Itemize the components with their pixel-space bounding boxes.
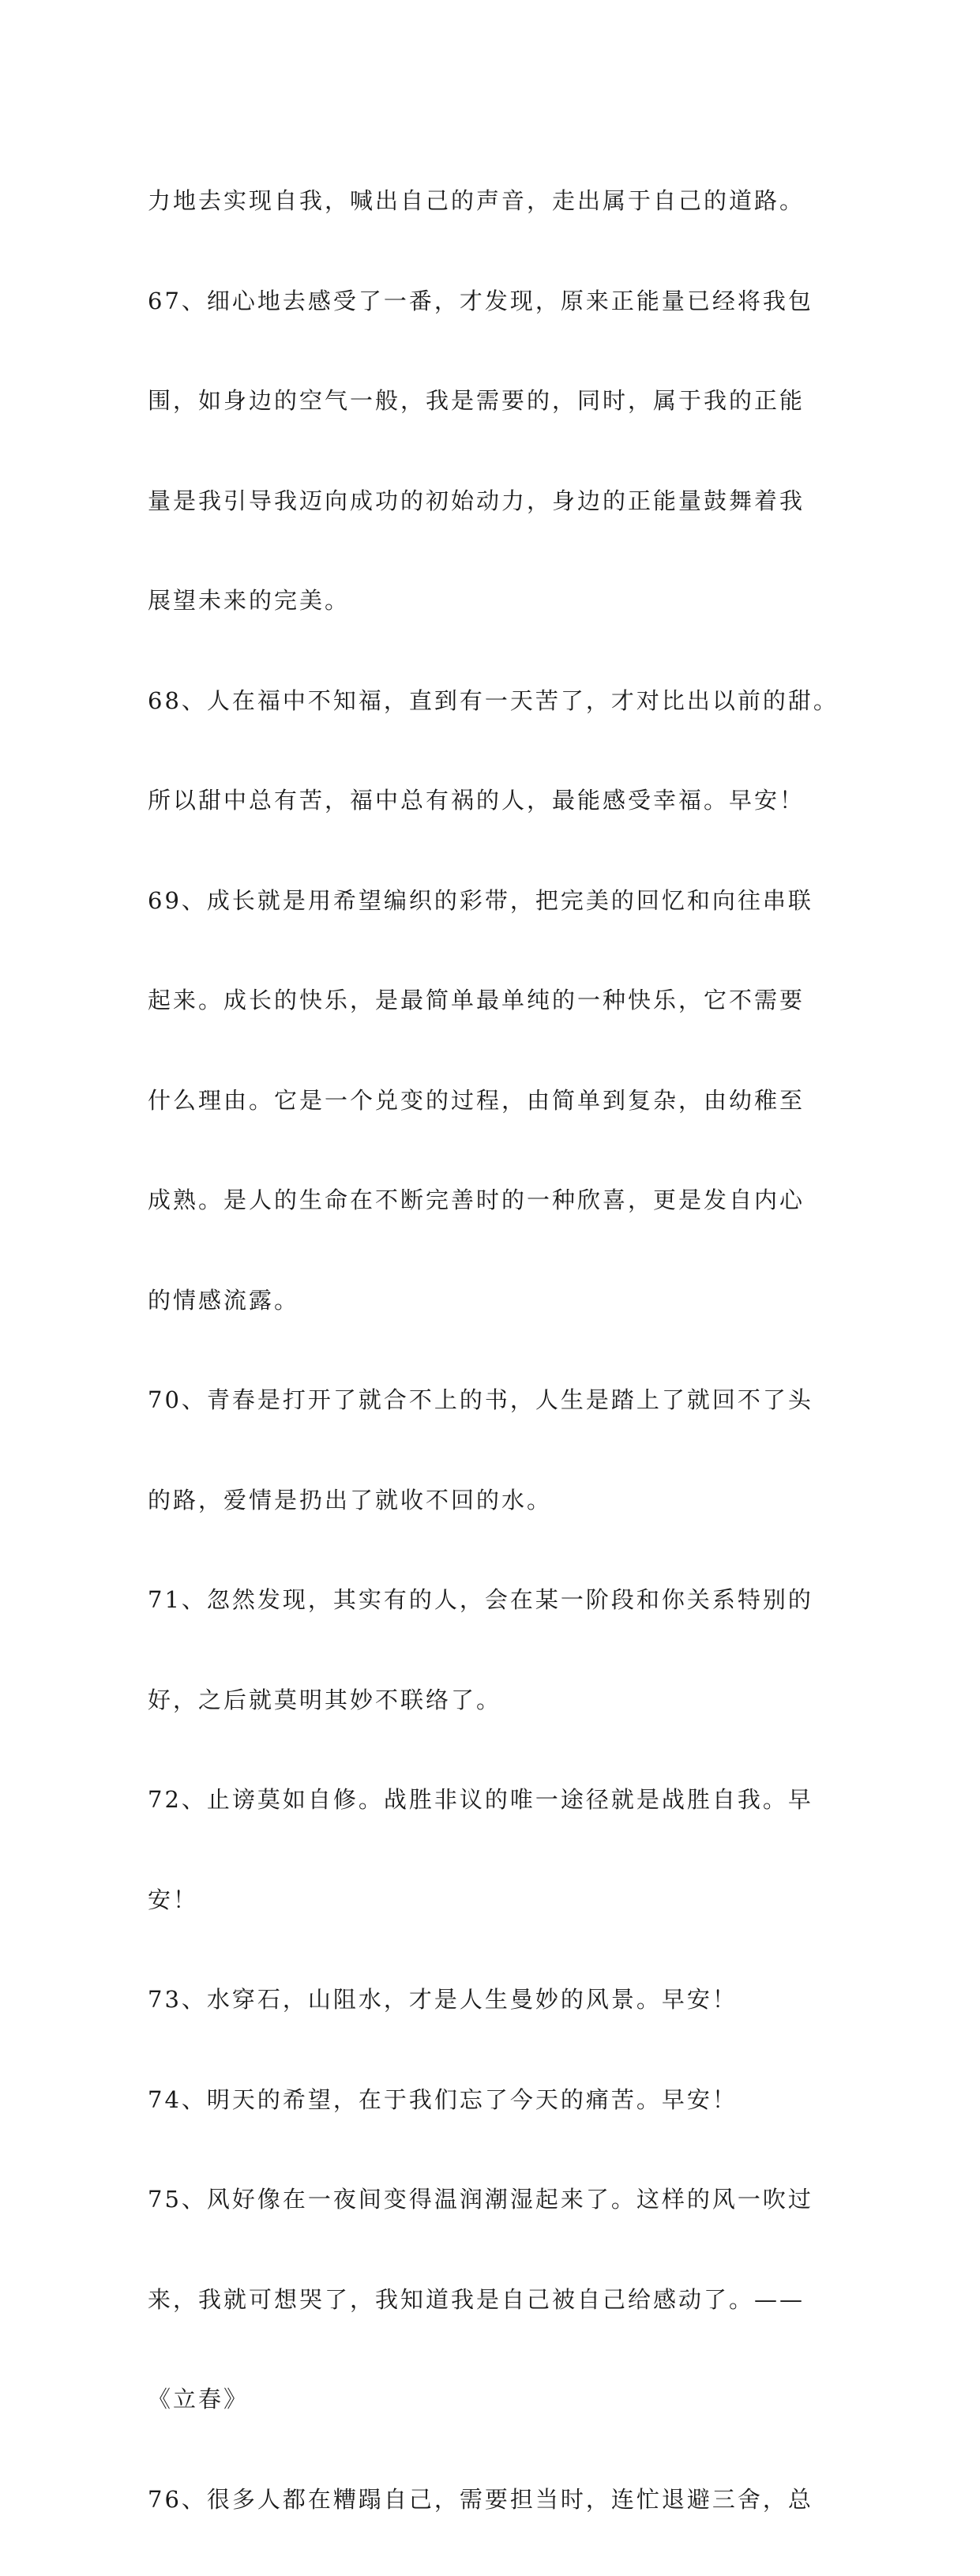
- text-line: 73、水穿石，山阻水，才是人生曼妙的风景。早安！: [148, 1986, 738, 2013]
- text-line: 72、止谤莫如自修。战胜非议的唯一途径就是战胜自我。早: [148, 1786, 813, 1813]
- text-line: 《立春》: [148, 2386, 250, 2412]
- text-line: 围，如身边的空气一般，我是需要的，同时，属于我的正能: [148, 387, 805, 414]
- text-line: 75、风好像在一夜间变得温润潮湿起来了。这样的风一吹过: [148, 2186, 813, 2213]
- document-body: [148, 124, 843, 2576]
- text-line: 70、青春是打开了就合不上的书，人生是踏上了就回不了头: [148, 1386, 813, 1413]
- text-line: 71、忽然发现，其实有的人，会在某一阶段和你关系特别的: [148, 1586, 813, 1613]
- text-line: 展望未来的完美。: [148, 587, 351, 614]
- text-line: 76、很多人都在糟蹋自己，需要担当时，连忙退避三舍，总: [148, 2485, 813, 2513]
- text-line: 67、细心地去感受了一番，才发现，原来正能量已经将我包: [148, 287, 813, 314]
- text-line: 量是我引导我迈向成功的初始动力，身边的正能量鼓舞着我: [148, 487, 805, 514]
- text-line: 安！: [148, 1886, 199, 1913]
- text-line: 所以甜中总有苦，福中总有祸的人，最能感受幸福。早安！: [148, 787, 805, 814]
- text-line: 好，之后就莫明其妙不联络了。: [148, 1686, 502, 1713]
- text-line: 74、明天的希望，在于我们忘了今天的痛苦。早安！: [148, 2085, 738, 2113]
- text-line: 成熟。是人的生命在不断完善时的一种欣喜，更是发自内心: [148, 1186, 805, 1213]
- text-line: 的路，爱情是扔出了就收不回的水。: [148, 1486, 553, 1514]
- text-line: 起来。成长的快乐，是最简单最单纯的一种快乐，它不需要: [148, 987, 805, 1013]
- text-line: 69、成长就是用希望编织的彩带，把完美的回忆和向往串联: [148, 886, 813, 914]
- text-line: 什么理由。它是一个兑变的过程，由简单到复杂，由幼稚至: [148, 1086, 805, 1114]
- text-line: 的情感流露。: [148, 1286, 300, 1314]
- text-line: 68、人在福中不知福，直到有一天苦了，才对比出以前的甜。: [148, 686, 839, 714]
- text-line: 来，我就可想哭了，我知道我是自己被自己给感动了。——: [148, 2285, 805, 2313]
- text-line: 力地去实现自我，喊出自己的声音，走出属于自己的道路。: [148, 187, 805, 214]
